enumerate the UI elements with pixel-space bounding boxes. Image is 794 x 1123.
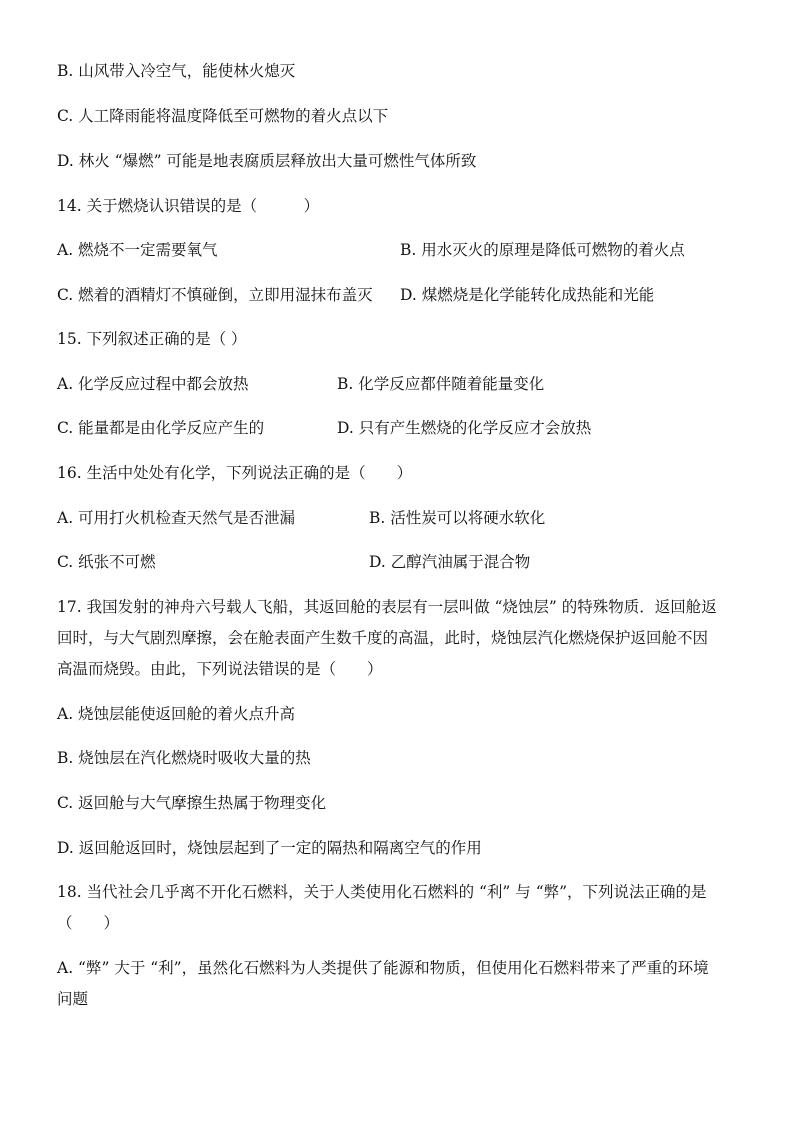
- q14-stem: 14. 关于燃烧认识错误的是（ ）: [57, 197, 320, 215]
- q14-option-b: B. 用水灭火的原理是降低可燃物的着火点: [400, 241, 685, 259]
- q16-option-b: B. 活性炭可以将硬水软化: [369, 509, 546, 527]
- q15-option-b: B. 化学反应都伴随着能量变化: [337, 375, 545, 393]
- q18-stem-line1: 18. 当代社会几乎离不开化石燃料，关于人类使用化石燃料的 “利” 与 “弊”，下列说法正确的是: [57, 883, 707, 901]
- q13-option-b: B. 山风带入冷空气，能使林火熄灭: [57, 62, 296, 80]
- q17-option-a: A. 烧蚀层能使返回舱的着火点升高: [57, 705, 296, 723]
- q14-option-d: D. 煤燃烧是化学能转化成热能和光能: [400, 286, 655, 304]
- q16-option-d: D. 乙醇汽油属于混合物: [369, 553, 531, 571]
- q15-option-d: D. 只有产生燃烧的化学反应才会放热: [337, 419, 592, 437]
- q16-option-a: A. 可用打火机检查天然气是否泄漏: [57, 509, 296, 527]
- q18-option-a-line1: A. “弊” 大于 “利”，虽然化石燃料为人类提供了能源和物质，但使用化石燃料带来了严重的环境: [57, 959, 709, 977]
- q17-option-c: C. 返回舱与大气摩擦生热属于物理变化: [57, 794, 327, 812]
- q13-option-d: D. 林火 “爆燃” 可能是地表腐质层释放出大量可燃性气体所致: [57, 152, 477, 170]
- q13-option-c: C. 人工降雨能将温度降低至可燃物的着火点以下: [57, 107, 389, 125]
- q14-option-a: A. 燃烧不一定需要氧气: [57, 241, 218, 259]
- q18-stem-line2: （ ）: [57, 914, 120, 932]
- q17-stem-line1: 17. 我国发射的神舟六号载人飞船，其返回舱的表层有一层叫做 “烧蚀层” 的特殊物质．返回舱返: [57, 598, 717, 616]
- q17-stem-line3: 高温而烧毁。由此，下列说法错误的是（ ）: [57, 660, 383, 678]
- q17-option-b: B. 烧蚀层在汽化燃烧时吸收大量的热: [57, 749, 311, 767]
- q15-stem: 15. 下列叙述正确的是（ ）: [57, 330, 247, 348]
- q17-option-d: D. 返回舱返回时，烧蚀层起到了一定的隔热和隔离空气的作用: [57, 839, 482, 857]
- q15-option-a: A. 化学反应过程中都会放热: [57, 375, 249, 393]
- q14-option-c: C. 燃着的酒精灯不慎碰倒，立即用湿抹布盖灭: [57, 286, 373, 304]
- q15-option-c: C. 能量都是由化学反应产生的: [57, 419, 265, 437]
- q18-option-a-line2: 问题: [57, 990, 89, 1008]
- q16-stem: 16. 生活中处处有化学，下列说法正确的是（ ）: [57, 464, 413, 482]
- q17-stem-line2: 回时，与大气剧烈摩擦，会在舱表面产生数千度的高温，此时，烧蚀层汽化燃烧保护返回舱不因: [57, 629, 709, 647]
- q16-option-c: C. 纸张不可燃: [57, 553, 156, 571]
